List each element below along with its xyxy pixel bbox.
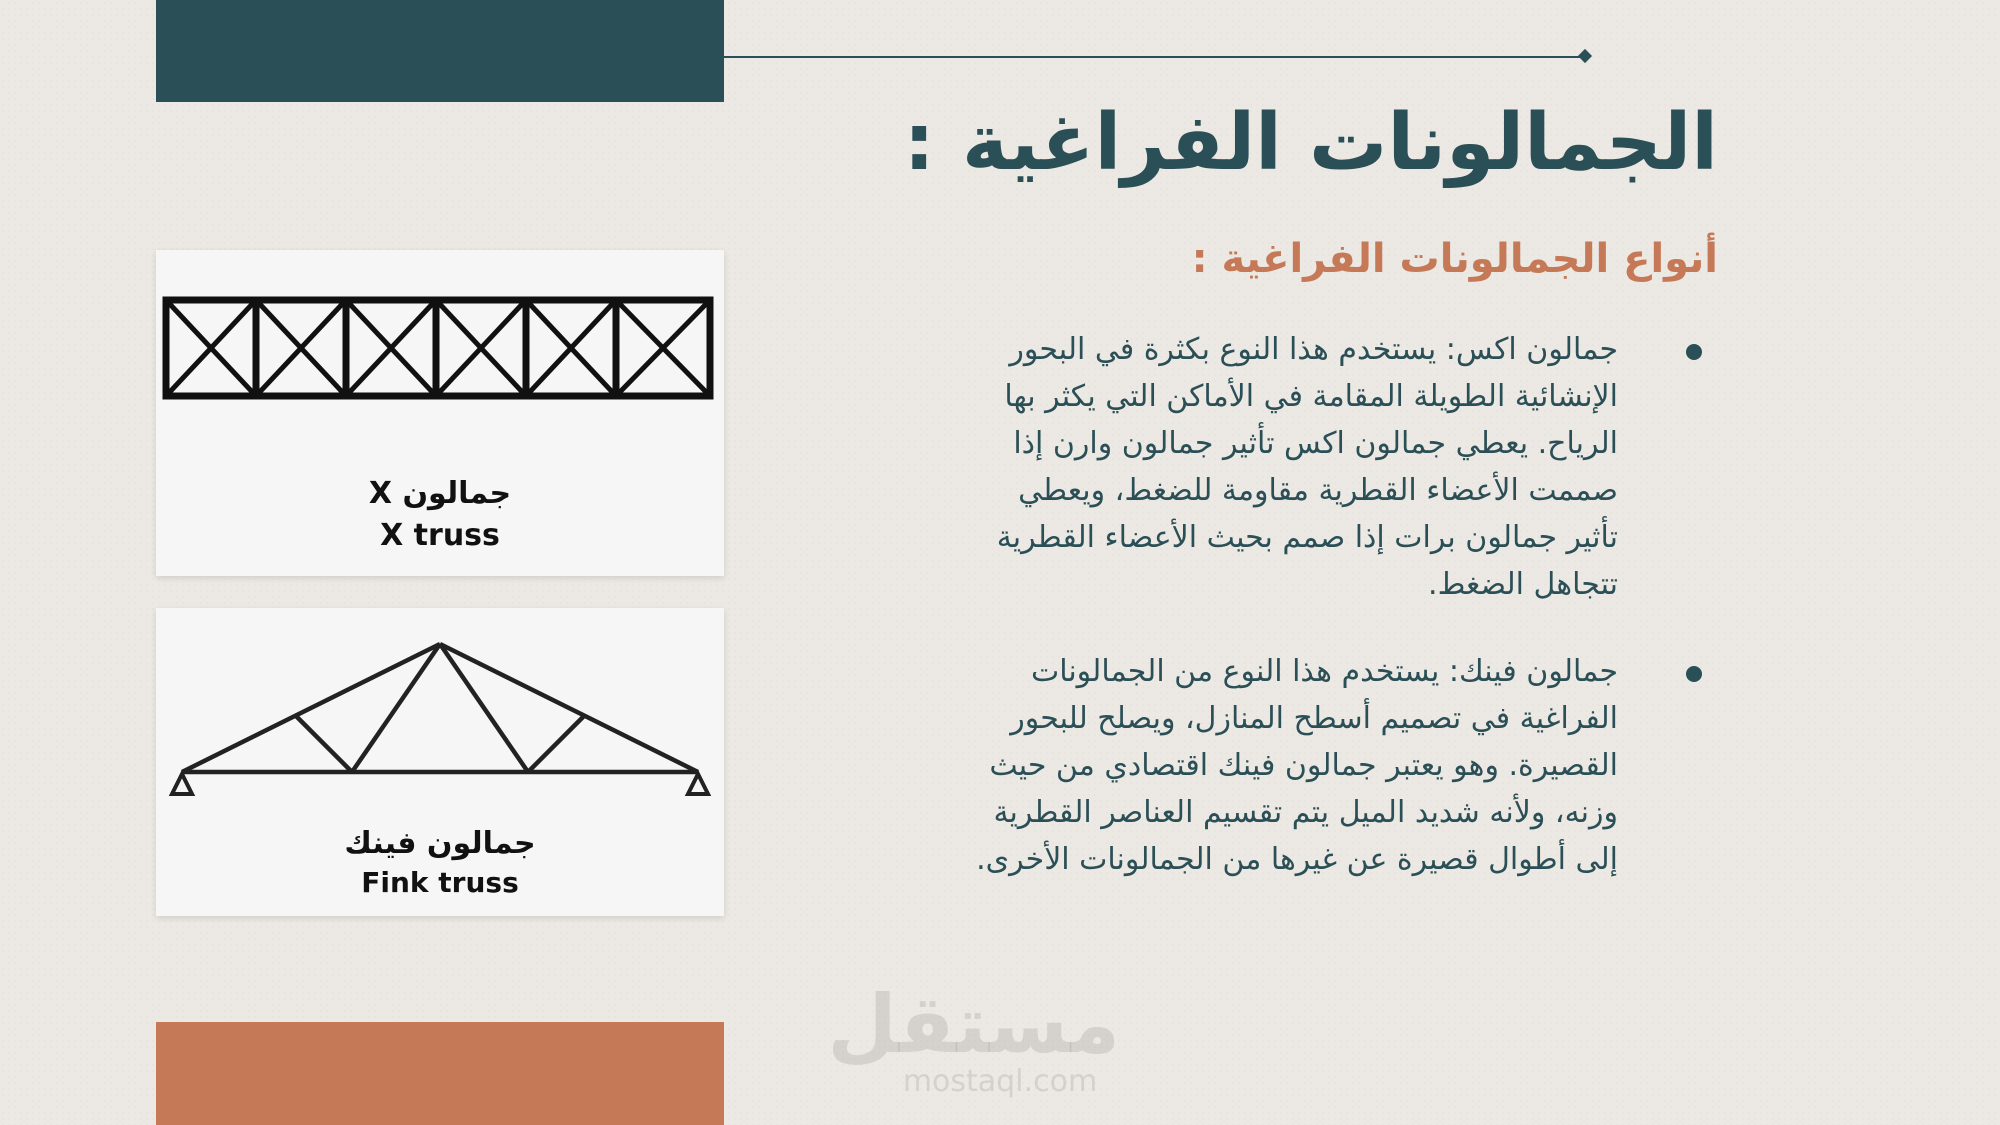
bullet-x-truss	[958, 326, 1718, 608]
fink-truss-figure	[156, 608, 724, 916]
x-truss-caption-en: X truss	[380, 518, 500, 553]
bottom-orange-block	[156, 1022, 724, 1125]
bullet-fink-truss	[958, 648, 1718, 883]
bullet-dot	[1686, 666, 1702, 682]
divider-end-diamond	[1578, 49, 1592, 63]
watermark	[827, 978, 1120, 1099]
top-divider-line	[724, 56, 1586, 58]
slide-subtitle: أنواع الجمالونات الفراغية :	[1191, 236, 1718, 282]
bullet-list	[958, 326, 1718, 923]
top-teal-block	[156, 0, 724, 102]
fink-truss-caption-ar: جمالون فينك	[344, 826, 536, 861]
watermark-logo: مستقل	[827, 978, 1120, 1071]
bullet-dot	[1686, 344, 1702, 360]
x-truss-caption-ar: جمالون X	[368, 476, 512, 511]
fink-truss-caption-en: Fink truss	[361, 866, 519, 899]
slide-title: الجمالونات الفراغية :	[903, 98, 1718, 188]
x-truss-figure	[156, 250, 724, 576]
bullet-text: جمالون اكس: يستخدم هذا النوع بكثرة في البحور الإنشائية الطويلة المقامة في الأماكن التي يكثر بها الرياح. يعطي جمالون اكس تأثير جمالون وارن إذا صممت الأعضاء القطرية مقاومة للضغط، ويعطي تأثير جمالون برات إذا صمم بحيث الأعضاء القطرية تتجاهل الضغط.	[996, 332, 1618, 602]
watermark-url: mostaql.com	[902, 1064, 1098, 1099]
bullet-text: جمالون فينك: يستخدم هذا النوع من الجمالونات الفراغية في تصميم أسطح المنازل، ويصلح للبحور القصيرة. وهو يعتبر جمالون فينك اقتصادي من حيث وزنه، ولأنه شديد الميل يتم تقسيم العناصر القطرية إلى أطوال قصيرة عن غيرها من الجمالونات الأخرى.	[976, 654, 1618, 877]
